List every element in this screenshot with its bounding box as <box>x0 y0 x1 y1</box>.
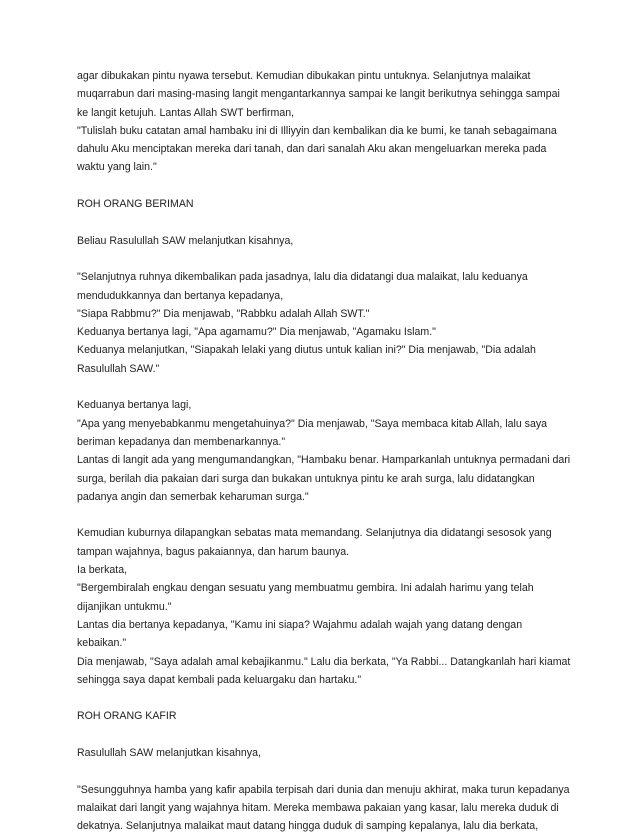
text-line: ke langit ketujuh. Lantas Allah SWT berfirman, <box>77 106 295 119</box>
text-line: kebaikan." <box>77 637 127 650</box>
text-line: Keduanya melanjutkan, "Siapakah lelaki yang diutus untuk kalian ini?" Dia menjawab, "Dia adalah <box>77 344 536 357</box>
paragraph-spacer <box>77 250 567 268</box>
text-line: agar dibukakan pintu nyawa tersebut. Kemudian dibukakan pintu untuknya. Selanjutnya malaikat <box>77 70 531 82</box>
text-line: "Bergembiralah engkau dengan sesuatu yang membuatmu gembira. Ini adalah harimu yang telah <box>77 582 534 595</box>
text-line: sehingga saya dapat kembali pada keluargaku dan hartaku." <box>77 673 362 686</box>
text-line: Beliau Rasulullah SAW melanjutkan kisahnya, <box>77 234 294 247</box>
text-line: dijanjikan untukmu." <box>77 600 172 613</box>
section-heading: ROH ORANG KAFIR <box>77 710 177 723</box>
paragraph-spacer <box>77 177 567 195</box>
text-line: beriman kepadanya dan membenarkannya." <box>77 435 286 448</box>
text-line: waktu yang lain." <box>77 161 157 174</box>
text-line: "Apa yang menyebabkanmu mengetahuinya?" Dia menjawab, "Saya membaca kitab Allah, lalu saya <box>77 417 548 430</box>
text-line: malaikat dari langit yang wajahnya hitam. Mereka membawa pakaian yang kasar, lalu mereka duduk di <box>77 801 559 814</box>
text-line: Ia berkata, <box>77 564 128 577</box>
text-line: "Tulislah buku catatan amal hambaku ini di Illiyyin dan kembalikan dia ke bumi, ke tanah sebagaimana <box>77 124 557 137</box>
section-heading: ROH ORANG BERIMAN <box>77 198 194 211</box>
text-line: Lantas dia bertanya kepadanya, "Kamu ini siapa? Wajahmu adalah wajah yang datang dengan <box>77 618 523 631</box>
text-line: Dia menjawab, "Saya adalah amal kebajikanmu." Lalu dia berkata, "Ya Rabbi... Datangkanlah hari kiamat <box>77 655 571 668</box>
paragraph-spacer <box>77 689 567 707</box>
text-line: padanya angin dan semerbak keharuman surga." <box>77 490 309 503</box>
text-line: surga, berilah dia pakaian dari surga dan bukakan untuknya pintu ke arah surga, lalu didatangkan <box>77 472 535 485</box>
text-line: Rasulullah SAW." <box>77 362 160 375</box>
text-line: Keduanya bertanya lagi, "Apa agamamu?" Dia menjawab, "Agamaku Islam." <box>77 326 436 339</box>
text-line: dahulu Aku menciptakan mereka dari tanah, dan dari sanalah Aku akan mengeluarkan mereka pada <box>77 143 547 156</box>
text-line: "Selanjutnya ruhnya dikembalikan pada jasadnya, lalu dia didatangi dua malaikat, lalu keduanya <box>77 271 528 284</box>
text-line: "Siapa Rabbmu?" Dia menjawab, "Rabbku adalah Allah SWT." <box>77 307 370 320</box>
paragraph-spacer <box>77 213 567 231</box>
text-line: muqarrabun dari masing-masing langit mengantarkannya sampai ke langit berikutnya sehingga sampai <box>77 88 560 101</box>
text-line: dekatnya. Selanjutnya malaikat maut datang hingga duduk di samping kepalanya, lalu dia berkata, <box>77 820 539 833</box>
paragraph-spacer <box>77 762 567 780</box>
text-line: Kemudian kuburnya dilapangkan sebatas mata memandang. Selanjutnya dia didatangi sesosok yang <box>77 527 552 540</box>
text-line: mendudukkannya dan bertanya kepadanya, <box>77 289 284 302</box>
text-line: "Sesungguhnya hamba yang kafir apabila terpisah dari dunia dan menuju akhirat, maka turun kepadanya <box>77 783 570 796</box>
text-line: Rasulullah SAW melanjutkan kisahnya, <box>77 746 261 759</box>
text-line: Keduanya bertanya lagi, <box>77 399 192 412</box>
text-line: tampan wajahnya, bagus pakaiannya, dan harum baunya. <box>77 545 350 558</box>
document-page <box>77 67 571 835</box>
paragraph-spacer <box>77 726 567 744</box>
paragraph-spacer <box>77 378 567 396</box>
text-line: Lantas di langit ada yang mengumandangkan, "Hambaku benar. Hamparkanlah untuknya permadani dari <box>77 454 571 467</box>
paragraph-spacer <box>77 506 567 524</box>
